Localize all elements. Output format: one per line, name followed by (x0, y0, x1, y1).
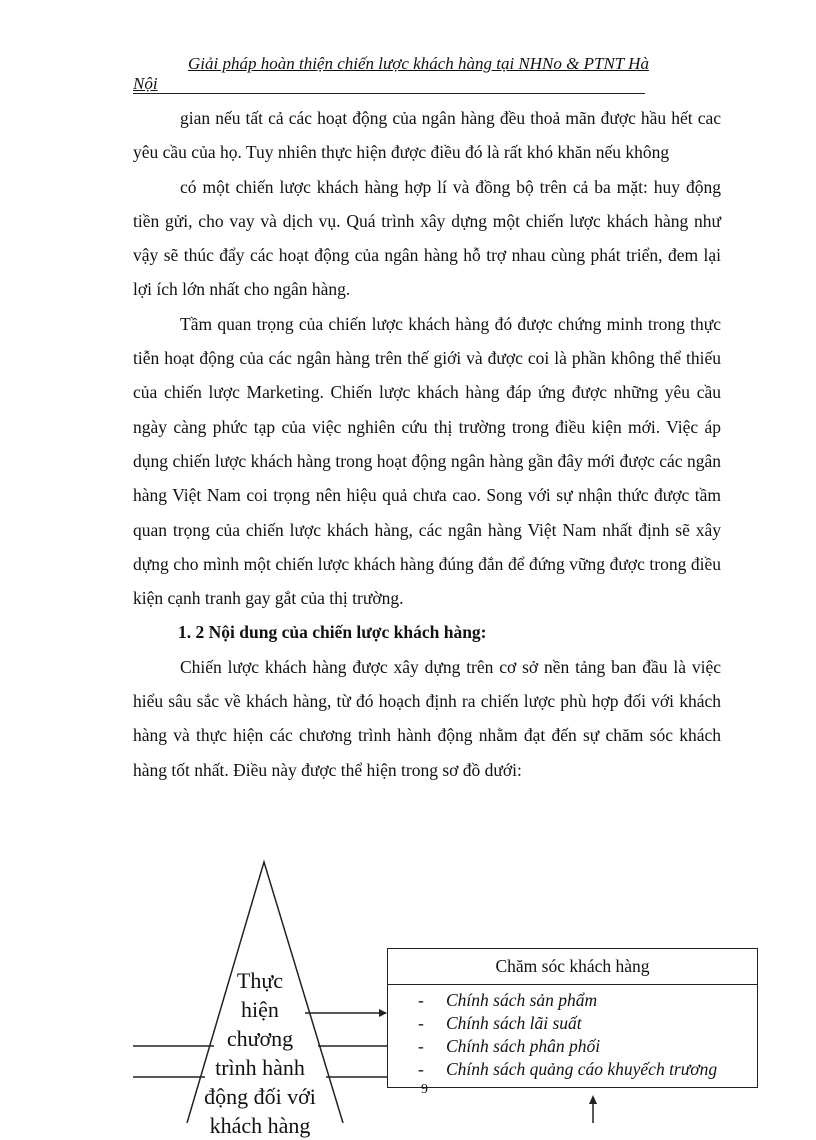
item-label: Chính sách quảng cáo khuyếch trương (446, 1059, 718, 1079)
page-number: 9 (421, 1082, 428, 1097)
item-label: Chính sách lãi suất (446, 1013, 582, 1033)
bullet-dash: - (418, 1059, 424, 1079)
box-title: Chăm sóc khách hàng (388, 949, 757, 985)
paragraph-3: Tầm quan trọng của chiến lược khách hàng đó được chứng minh trong thực tiễn hoạt động của các ngân hàng trên thế giới và được coi là phần không thể thiếu của chiến lược Marketing. Chiến lược khách hàng đáp ứng được những yêu cầu ngày càng phức tạp của việc nghiên cứu thị trường trong điều kiện mới. Việc áp dụng chiến lược khách hàng trong hoạt động ngân hàng gần đây mới được các ngân hàng Việt Nam coi trọng nên hiệu quả chưa cao. Song với sự nhận thức được tầm quan trọng của chiến lược khách hàng, các ngân hàng Việt Nam nhất định sẽ xây dựng cho mình một chiến lược khách hàng đúng đắn để đứng vững được trong điều kiện cạnh tranh gay gắt của thị trường. (133, 313, 721, 609)
bullet-dash: - (418, 990, 424, 1010)
paragraph-1: gian nếu tất cả các hoạt động của ngân hàng đều thoả mãn được hầu hết cac yêu cầu của họ. Tuy nhiên thực hiện được điều đó là rất khó khăn nếu không (133, 108, 721, 163)
header-line-2: Nội (133, 74, 158, 93)
paragraph-4: Chiến lược khách hàng được xây dựng trên cơ sở nền tảng ban đầu là việc hiểu sâu sắc về khách hàng, từ đó hoạch định ra chiến lược phù hợp đối với khách hàng và thực hiện các chương trình hành động nhằm đạt đến sự chăm sóc khách hàng tốt nhất. Điều này được thể hiện trong sơ đồ dưới: (133, 656, 721, 780)
item-label: Chính sách phân phối (446, 1036, 601, 1056)
triangle-line: chương (226, 1026, 294, 1051)
triangle-line: Thực (236, 968, 284, 993)
triangle-label (190, 966, 330, 1140)
header-line-1: Giải pháp hoàn thiện chiến lược khách hàng tại NHNo & PTNT Hà (188, 54, 649, 73)
arrowhead-up (589, 1095, 597, 1104)
bullet-dash: - (418, 1036, 424, 1056)
paragraph-2: có một chiến lược khách hàng hợp lí và đồng bộ trên cả ba mặt: huy động tiền gửi, cho vay và dịch vụ. Quá trình xây dựng một chiến lược khách hàng như vậy sẽ thúc đẩy các hoạt động của ngân hàng hỗ trợ nhau cùng phát triển, đem lại lợi ích lớn nhất cho ngân hàng. (133, 176, 721, 300)
customer-care-box (387, 948, 758, 1088)
triangle-line: hiện (241, 997, 279, 1022)
triangle-line: động đối với (204, 1084, 316, 1109)
list-item (418, 1058, 757, 1081)
arrowhead-right (379, 1009, 387, 1017)
list-item (418, 1012, 757, 1035)
section-heading: 1. 2 Nội dung của chiến lược khách hàng: (178, 622, 487, 643)
list-item (418, 989, 757, 1012)
bullet-dash: - (418, 1013, 424, 1033)
triangle-line: trình hành (215, 1055, 305, 1080)
triangle-line: khách hàng (209, 1113, 311, 1138)
list-item (418, 1035, 757, 1058)
item-label: Chính sách sản phẩm (446, 990, 598, 1010)
policy-list (388, 985, 757, 1081)
